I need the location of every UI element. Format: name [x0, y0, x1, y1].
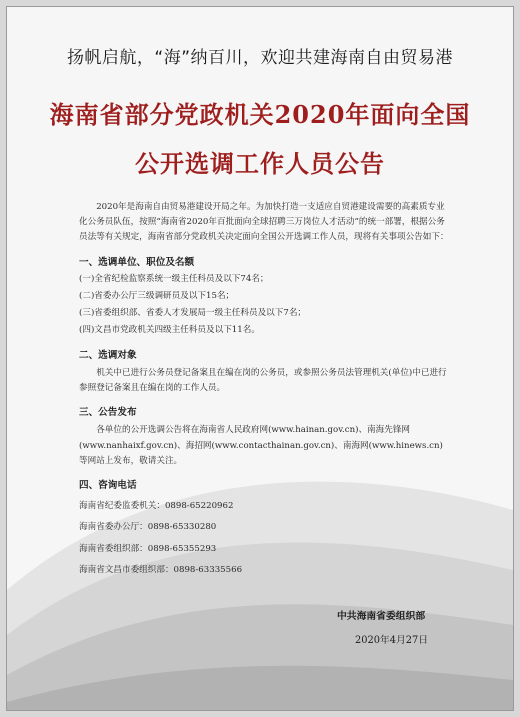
issue-date: 2020年4月27日: [355, 635, 429, 646]
notice-page: [6, 6, 514, 711]
title-line-2: 公开选调工作人员公告: [135, 149, 385, 178]
notice-body: [79, 200, 451, 578]
section-heading-units: 一、选调单位、职位及名额: [79, 256, 195, 268]
slogan: 扬帆启航，“海”纳百川，欢迎共建海南自由贸易港: [66, 48, 454, 68]
contact-phone: 海南省委办公厅：0898-65330280: [79, 522, 217, 533]
list-item: (一)全省纪检监察系统一级主任科员及以下74名；: [79, 273, 269, 284]
section-heading-publication: 三、公告发布: [79, 407, 137, 419]
section-heading-eligibility: 二、选调对象: [79, 349, 137, 361]
signer: 中共海南省委组织部: [337, 611, 426, 622]
publication-text: 各单位的公开选调公告将在海南省人民政府网(www.hainan.gov.cn)、南海先锋网(www.nanhaixf.gov.cn)、海招网(www.contacthainan.gov.cn)、南海网(www.hinews.cn)等网站上发布，敬请关注。: [79, 425, 443, 466]
contact-phone: 海南省纪委监委机关：0898-65220962: [79, 501, 234, 512]
list-item: (三)省委组织部、省委人才发展局一级主任科员及以下7名；: [79, 308, 307, 319]
contact-phone: 海南省委组织部：0898-65355293: [79, 543, 217, 554]
section-heading-contact: 四、咨询电话: [79, 480, 137, 492]
contact-phone: 海南省文昌市委组织部：0898-63335566: [79, 564, 243, 575]
title-line-1: 海南省部分党政机关2020年面向全国: [49, 100, 471, 129]
list-item: (四)文昌市党政机关四级主任科员及以下11名。: [79, 325, 260, 336]
eligibility-text: 机关中已进行公务员登记备案且在编在岗的公务员，或参照公务员法管理机关(单位)中已进行参照登记备案且在编在岗的工作人员。: [79, 367, 447, 394]
list-item: (二)省委办公厅三级调研员及以下15名；: [79, 291, 235, 302]
intro-paragraph: 2020年是海南自由贸易港建设开局之年。为加快打造一支适应自贸港建设需要的高素质专业化公务员队伍，按照“海南省2020年百批面向全球招聘三万岗位人才活动”的统一部署，根据公务员法等有关规定，海南省部分党政机关决定面向全国公开选调工作人员，现将有关事项公告如下：: [79, 202, 449, 243]
